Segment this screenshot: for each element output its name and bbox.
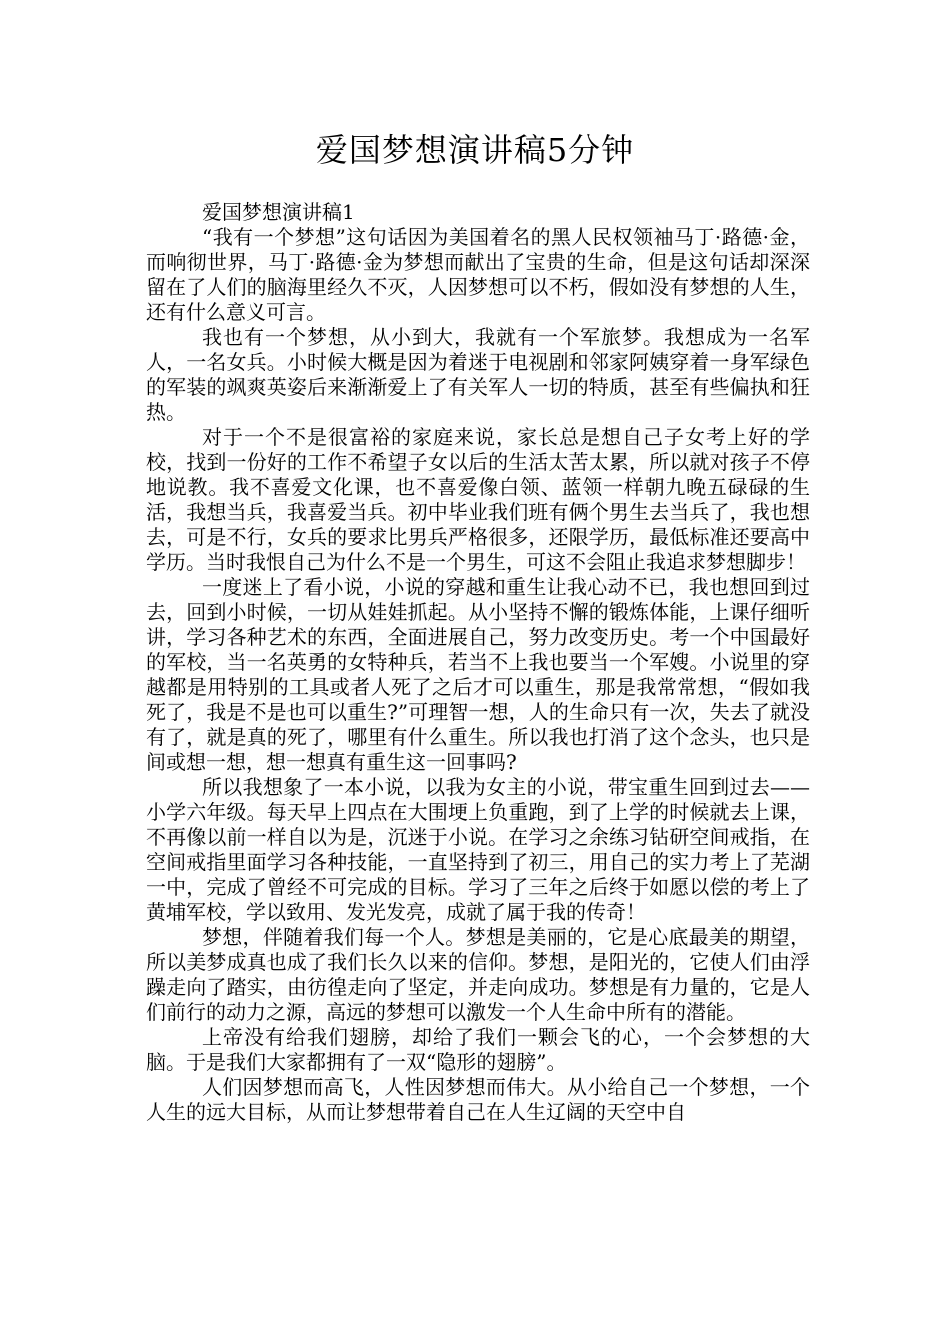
document-title: 爱国梦想演讲稿5分钟 xyxy=(315,131,635,169)
paragraph: 人们因梦想而高飞，人性因梦想而伟大。从小给自己一个梦想，一个人生的远大目标，从而让梦想带着自己在人生辽阔的天空中自 xyxy=(146,1075,810,1124)
paragraph: 梦想，伴随着我们每一个人。梦想是美丽的，它是心底最美的期望，所以美梦成真也成了我们长久以来的信仰。梦想，是阳光的，它使人们由浮躁走向了踏实，由彷徨走向了坚定，并走向成功。梦想是有力量的，它是人们前行的动力之源，高远的梦想可以激发一个人生命中所有的潜能。 xyxy=(146,925,810,1024)
paragraph: 所以我想象了一本小说，以我为女主的小说，带宝重生回到过去——小学六年级。每天早上四点在大围埂上负重跑，到了上学的时候就去上课，不再像以前一样自以为是，沉迷于小说。在学习之余练习钻研空间戒指，在空间戒指里面学习各种技能，一直坚持到了初三，用自己的实力考上了芜湖一中，完成了曾经不可完成的目标。学习了三年之后终于如愿以偿的考上了黄埔军校，学以致用、发光发亮，成就了属于我的传奇！ xyxy=(146,775,810,924)
paragraph: 对于一个不是很富裕的家庭来说，家长总是想自己子女考上好的学校，找到一份好的工作不希望子女以后的生活太苦太累，所以就对孩子不停地说教。我不喜爱文化课，也不喜爱像白领、蓝领一样朝九晚五碌碌的生活，我想当兵，我喜爱当兵。初中毕业我们班有俩个男生去当兵了，我也想去，可是不行，女兵的要求比男兵严格很多，还限学历，最低标准还要高中学历。当时我恨自己为什么不是一个男生，可这不会阻止我追求梦想脚步！ xyxy=(146,425,810,574)
document-body xyxy=(146,200,810,1125)
paragraph: “我有一个梦想”这句话因为美国着名的黑人民权领袖马丁·路德·金，而响彻世界，马丁·路德·金为梦想而献出了宝贵的生命，但是这句话却深深留在了人们的脑海里经久不灭，人因梦想可以不朽，假如没有梦想的人生，还有什么意义可言。 xyxy=(146,225,810,324)
paragraph: 一度迷上了看小说，小说的穿越和重生让我心动不已，我也想回到过去，回到小时候，一切从娃娃抓起。从小坚持不懈的锻炼体能，上课仔细听讲，学习各种艺术的东西，全面进展自己，努力改变历史。考一个中国最好的军校，当一名英勇的女特种兵，若当不上我也要当一个军嫂。小说里的穿越都是用特别的工具或者人死了之后才可以重生，那是我常常想，“假如我死了，我是不是也可以重生?”可理智一想，人的生命只有一次，失去了就没有了，就是真的死了，哪里有什么重生。所以我也打消了这个念头，也只是间或想一想，想一想真有重生这一回事吗? xyxy=(146,575,810,774)
paragraph: 上帝没有给我们翅膀，却给了我们一颗会飞的心，一个会梦想的大脑。于是我们大家都拥有了一双“隐形的翅膀”。 xyxy=(146,1025,810,1074)
paragraph: 爱国梦想演讲稿1 xyxy=(202,200,355,224)
paragraph: 我也有一个梦想，从小到大，我就有一个军旅梦。我想成为一名军人，一名女兵。小时候大概是因为着迷于电视剧和邻家阿姨穿着一身军绿色的军装的飒爽英姿后来渐渐爱上了有关军人一切的特质，甚至有些偏执和狂热。 xyxy=(146,325,810,424)
